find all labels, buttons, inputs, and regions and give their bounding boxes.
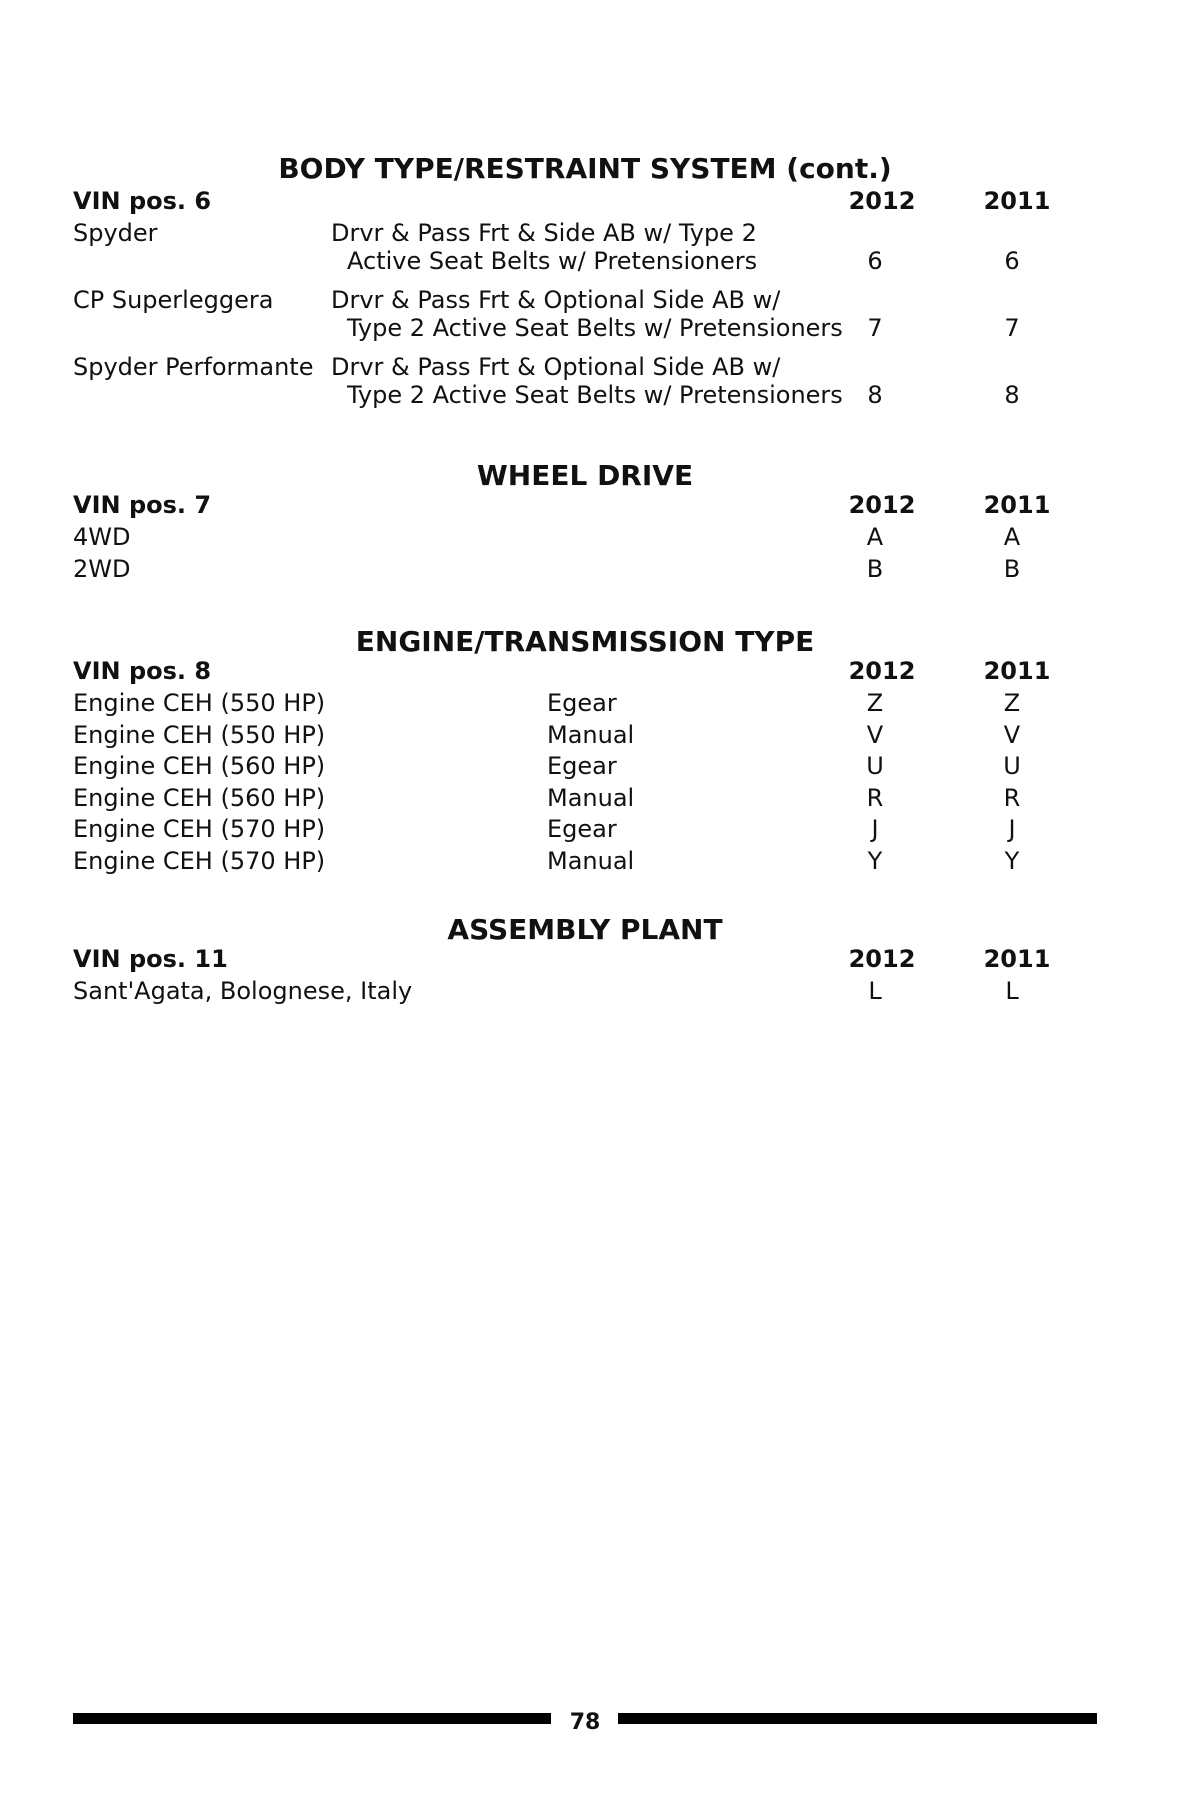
section-title-assembly-plant: ASSEMBLY PLANT bbox=[447, 913, 723, 946]
transmission-type: Manual bbox=[547, 784, 635, 812]
restraint-desc: Drvr & Pass Frt & Side AB w/ Type 2 bbox=[331, 219, 757, 247]
vin-pos-label: VIN pos. 11 bbox=[73, 945, 228, 973]
vin-code-2011: Z bbox=[1003, 689, 1021, 717]
transmission-type: Egear bbox=[547, 815, 617, 843]
engine-type: Engine CEH (550 HP) bbox=[73, 721, 326, 749]
model-name: Spyder Performante bbox=[73, 353, 314, 381]
vin-code-2011: 7 bbox=[1004, 314, 1020, 342]
vin-pos-label: VIN pos. 6 bbox=[73, 187, 212, 215]
transmission-type: Egear bbox=[547, 752, 617, 780]
engine-type: Engine CEH (550 HP) bbox=[73, 689, 326, 717]
vin-code-2011: L bbox=[1005, 977, 1019, 1005]
restraint-desc: Type 2 Active Seat Belts w/ Pretensioners bbox=[347, 314, 843, 342]
section-title-engine-transmission: ENGINE/TRANSMISSION TYPE bbox=[355, 625, 815, 658]
vin-code-2012: U bbox=[866, 752, 884, 780]
vin-code-2011: 8 bbox=[1004, 381, 1020, 409]
year-header-2012: 2012 bbox=[848, 945, 916, 973]
vin-code-2012: 6 bbox=[867, 247, 883, 275]
model-name: Spyder bbox=[73, 219, 158, 247]
restraint-desc: Drvr & Pass Frt & Optional Side AB w/ bbox=[331, 286, 781, 314]
engine-type: Engine CEH (560 HP) bbox=[73, 784, 326, 812]
transmission-type: Egear bbox=[547, 689, 617, 717]
drive-type: 4WD bbox=[73, 523, 131, 551]
vin-code-2011: 6 bbox=[1004, 247, 1020, 275]
vin-code-2012: V bbox=[866, 721, 884, 749]
vin-code-2012: A bbox=[866, 523, 884, 551]
vin-code-2011: A bbox=[1003, 523, 1021, 551]
year-header-2012: 2012 bbox=[848, 187, 916, 215]
section-title-wheel-drive: WHEEL DRIVE bbox=[476, 459, 694, 492]
vin-code-2011: Y bbox=[1004, 847, 1020, 875]
year-header-2011: 2011 bbox=[983, 945, 1051, 973]
vin-code-2012: J bbox=[871, 815, 879, 843]
transmission-type: Manual bbox=[547, 721, 635, 749]
vin-code-2012: B bbox=[866, 555, 884, 583]
year-header-2012: 2012 bbox=[848, 657, 916, 685]
year-header-2012: 2012 bbox=[848, 491, 916, 519]
vin-pos-label: VIN pos. 7 bbox=[73, 491, 212, 519]
plant-location: Sant'Agata, Bolognese, Italy bbox=[73, 977, 413, 1005]
vin-code-2012: L bbox=[868, 977, 882, 1005]
vin-code-2011: J bbox=[1008, 815, 1016, 843]
engine-type: Engine CEH (570 HP) bbox=[73, 847, 326, 875]
year-header-2011: 2011 bbox=[983, 187, 1051, 215]
page-number: 78 bbox=[569, 1710, 601, 1735]
vin-code-2012: Z bbox=[866, 689, 884, 717]
vin-code-2012: R bbox=[866, 784, 884, 812]
drive-type: 2WD bbox=[73, 555, 131, 583]
year-header-2011: 2011 bbox=[983, 491, 1051, 519]
vin-code-2011: R bbox=[1003, 784, 1021, 812]
transmission-type: Manual bbox=[547, 847, 635, 875]
section-title-body-type: BODY TYPE/RESTRAINT SYSTEM (cont.) bbox=[278, 152, 892, 185]
vin-pos-label: VIN pos. 8 bbox=[73, 657, 212, 685]
restraint-desc: Active Seat Belts w/ Pretensioners bbox=[347, 247, 758, 275]
vin-code-2012: 7 bbox=[867, 314, 883, 342]
vin-code-2011: B bbox=[1003, 555, 1021, 583]
engine-type: Engine CEH (560 HP) bbox=[73, 752, 326, 780]
model-name: CP Superleggera bbox=[73, 286, 274, 314]
vin-code-2012: Y bbox=[867, 847, 883, 875]
footer-rule-left bbox=[73, 1713, 551, 1724]
footer-rule-right bbox=[618, 1713, 1097, 1724]
vin-code-2012: 8 bbox=[867, 381, 883, 409]
year-header-2011: 2011 bbox=[983, 657, 1051, 685]
vin-code-2011: U bbox=[1003, 752, 1021, 780]
restraint-desc: Type 2 Active Seat Belts w/ Pretensioners bbox=[347, 381, 843, 409]
restraint-desc: Drvr & Pass Frt & Optional Side AB w/ bbox=[331, 353, 781, 381]
engine-type: Engine CEH (570 HP) bbox=[73, 815, 326, 843]
vin-code-2011: V bbox=[1003, 721, 1021, 749]
